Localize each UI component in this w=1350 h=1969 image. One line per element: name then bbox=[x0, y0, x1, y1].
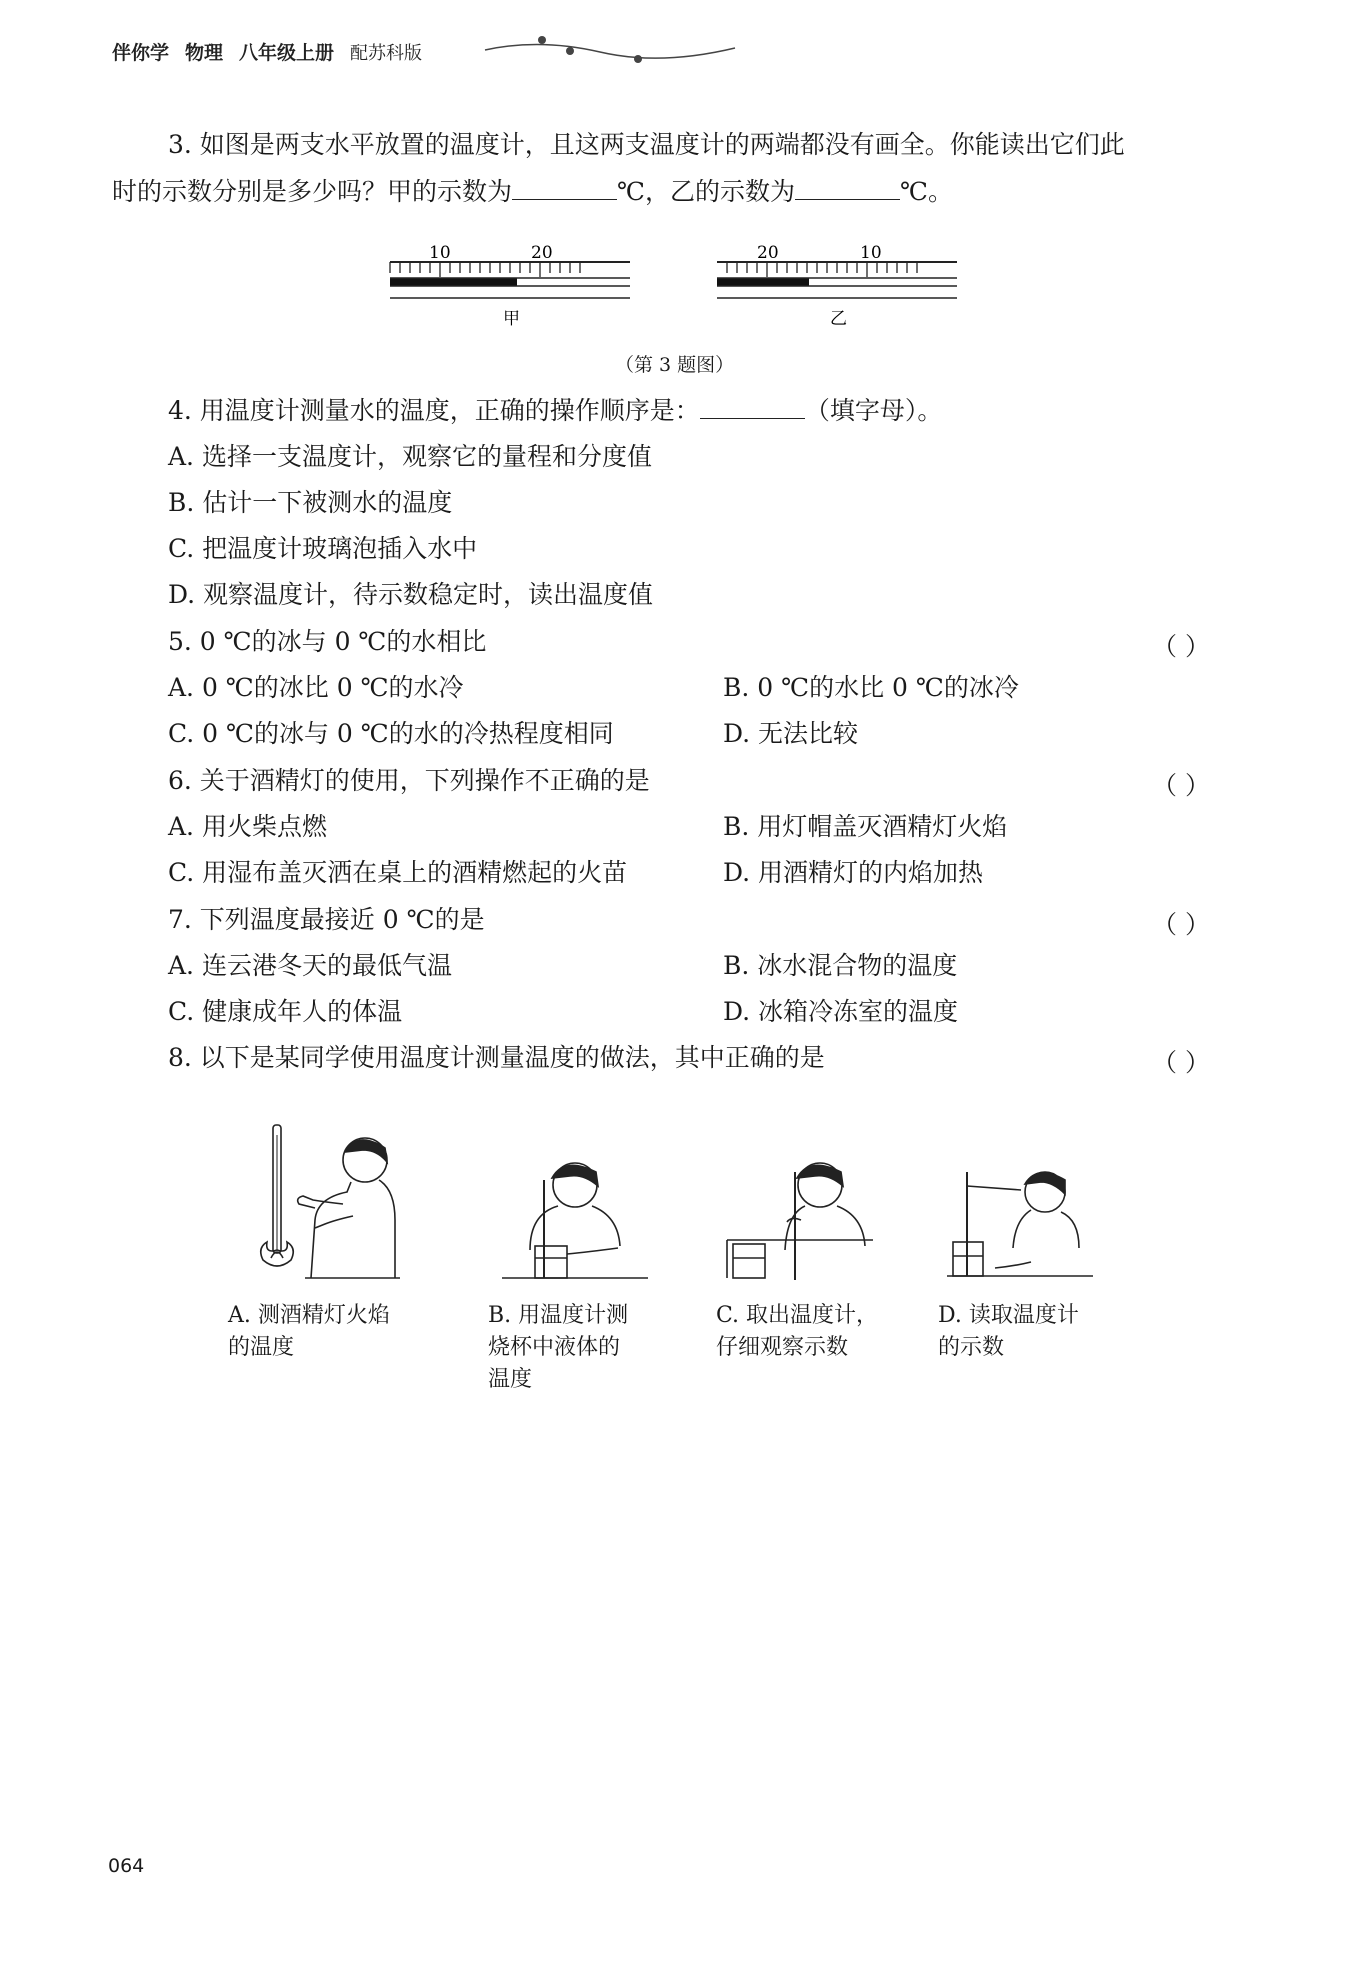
tick-label-yi-right: 10 bbox=[860, 243, 882, 263]
q4-blank[interactable] bbox=[700, 396, 805, 419]
q3-text-b: ℃，乙的示数为 bbox=[617, 177, 795, 206]
q8-caption-d: D. 读取温度计 的示数 bbox=[938, 1303, 1079, 1360]
running-header bbox=[112, 38, 438, 65]
ticks-yi bbox=[727, 262, 917, 277]
q6-stem: 6. 关于酒精灯的使用，下列操作不正确的是 bbox=[168, 766, 650, 795]
q4-option-b: B. 估计一下被测水的温度 bbox=[168, 488, 453, 517]
q7-answer-paren[interactable]: （ ） bbox=[1152, 910, 1210, 939]
q5-stem: 5. 0 ℃的冰与 0 ℃的水相比 bbox=[168, 627, 487, 656]
q3-figure-caption: （第 3 题图） bbox=[615, 354, 735, 376]
thermometer-yi bbox=[712, 240, 962, 330]
tick-label-jia-right: 20 bbox=[531, 243, 553, 263]
ticks-jia bbox=[390, 262, 580, 277]
q4-option-a: A. 选择一支温度计，观察它的量程和分度值 bbox=[168, 442, 652, 471]
q6-option-c: C. 用湿布盖灭洒在桌上的酒精燃起的火苗 bbox=[168, 858, 628, 887]
tick-label-yi-left: 20 bbox=[757, 243, 779, 263]
header-decoration bbox=[480, 30, 740, 70]
liquid-column-jia bbox=[390, 278, 517, 286]
q6-option-d: D. 用酒精灯的内焰加热 bbox=[723, 858, 984, 887]
q8-caption-b: B. 用温度计测 烧杯中液体的 温度 bbox=[488, 1303, 629, 1392]
q3-stem-line1: 3. 如图是两支水平放置的温度计，且这两支温度计的两端都没有画全。你能读出它们此 bbox=[168, 130, 1125, 159]
q6-option-a: A. 用火柴点燃 bbox=[168, 812, 327, 841]
thermometer-jia bbox=[385, 240, 635, 330]
tick-label-jia-left: 10 bbox=[429, 243, 451, 263]
illustration-d-read-thermometer bbox=[945, 1150, 1095, 1290]
q4-option-c: C. 把温度计玻璃泡插入水中 bbox=[168, 534, 478, 563]
q5-answer-paren[interactable]: （ ） bbox=[1152, 632, 1210, 661]
series-name: 伴你学 bbox=[112, 42, 170, 64]
q5-option-d: D. 无法比较 bbox=[723, 719, 859, 748]
illustration-b-beaker-measurement bbox=[500, 1150, 650, 1290]
q7-stem: 7. 下列温度最接近 0 ℃的是 bbox=[168, 905, 485, 934]
q4-option-d: D. 观察温度计，待示数稳定时，读出温度值 bbox=[168, 580, 654, 609]
q4-text-a: 4. 用温度计测量水的温度，正确的操作顺序是： bbox=[168, 396, 700, 425]
liquid-column-yi bbox=[717, 278, 809, 286]
q5-option-a: A. 0 ℃的冰比 0 ℃的水冷 bbox=[168, 673, 464, 702]
q3-blank-jia[interactable] bbox=[512, 177, 617, 200]
q7-option-d: D. 冰箱冷冻室的温度 bbox=[723, 997, 959, 1026]
q3-text-a: 时的示数分别是多少吗？甲的示数为 bbox=[112, 177, 513, 206]
q8-caption-a: A. 测酒精灯火焰 的温度 bbox=[228, 1303, 390, 1360]
q4-text-b: （填字母）。 bbox=[804, 396, 943, 425]
q6-option-b: B. 用灯帽盖灭酒精灯火焰 bbox=[723, 812, 1008, 841]
q3-stem-line2 bbox=[112, 177, 953, 207]
q8-stem: 8. 以下是某同学使用温度计测量温度的做法，其中正确的是 bbox=[168, 1043, 825, 1072]
illustration-a-flame-measurement bbox=[245, 1120, 405, 1290]
q6-answer-paren[interactable]: （ ） bbox=[1152, 771, 1210, 800]
q8-caption-c: C. 取出温度计， 仔细观察示数 bbox=[716, 1303, 879, 1360]
page-number: 064 bbox=[108, 1855, 145, 1877]
thermometer-label-yi: 乙 bbox=[830, 309, 847, 329]
q3-blank-yi[interactable] bbox=[795, 177, 900, 200]
q3-text-c: ℃。 bbox=[899, 177, 953, 206]
q5-option-c: C. 0 ℃的冰与 0 ℃的水的冷热程度相同 bbox=[168, 719, 614, 748]
subject: 物理 bbox=[185, 42, 224, 64]
illustration-c-remove-thermometer bbox=[725, 1150, 875, 1290]
q5-option-b: B. 0 ℃的水比 0 ℃的冰冷 bbox=[723, 673, 1019, 702]
grade: 八年级上册 bbox=[239, 42, 335, 64]
q7-option-c: C. 健康成年人的体温 bbox=[168, 997, 403, 1026]
q7-option-a: A. 连云港冬天的最低气温 bbox=[168, 951, 452, 980]
q7-option-b: B. 冰水混合物的温度 bbox=[723, 951, 958, 980]
thermometer-label-jia: 甲 bbox=[503, 309, 520, 329]
q4-stem bbox=[168, 396, 942, 426]
edition: 配苏科版 bbox=[350, 43, 423, 64]
q8-answer-paren[interactable]: （ ） bbox=[1152, 1048, 1210, 1077]
